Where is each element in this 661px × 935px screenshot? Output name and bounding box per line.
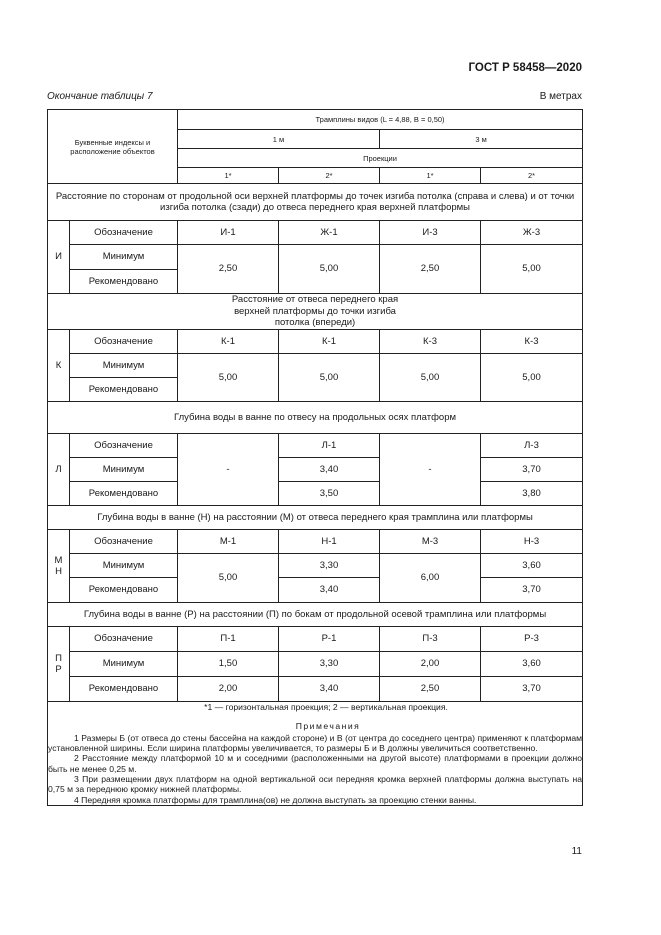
cell: И-3 [380, 221, 481, 245]
proj-cell: 2* [279, 168, 380, 184]
section-letter [48, 627, 70, 702]
cell: М-3 [380, 530, 481, 554]
cell: М-1 [178, 530, 279, 554]
row-label: Обозначение [70, 530, 178, 554]
cell: П-1 [178, 627, 279, 652]
footnote: *1 — горизонтальная проекция; 2 — вертикальная проекция. [204, 702, 448, 712]
cell: 6,00 [380, 554, 481, 603]
row-label: Минимум [70, 458, 178, 482]
cell: 5,00 [481, 245, 583, 294]
spring-table [47, 109, 583, 806]
cell: 2,00 [380, 652, 481, 677]
cell: 3,30 [279, 652, 380, 677]
cell: И-1 [178, 221, 279, 245]
cell: Л-3 [481, 434, 583, 458]
notes-cell [48, 702, 583, 806]
cell: 5,00 [279, 245, 380, 294]
section-letter: К [48, 330, 70, 402]
cell: Л-1 [279, 434, 380, 458]
cell: 5,00 [178, 554, 279, 603]
section-letter: И [48, 221, 70, 294]
section-title: Расстояние от отвеса переднего края верхней платформы до точки изгиба потолка (впереди) [48, 294, 583, 330]
row-label: Минимум [70, 554, 178, 578]
cell: К-1 [279, 330, 380, 354]
proj-cell: 2* [481, 168, 583, 184]
cell: П-3 [380, 627, 481, 652]
cell: 1,50 [178, 652, 279, 677]
cell: Ж-1 [279, 221, 380, 245]
cell: 3,70 [481, 458, 583, 482]
units-label: В метрах [539, 91, 582, 102]
note-item: 2 Расстояние между платформой 10 м и соседними (расположенными на другой высоте) платформами в проекции должно быть не менее 0,25 м. [48, 753, 583, 774]
cell: 3,60 [481, 554, 583, 578]
cell: 3,40 [279, 458, 380, 482]
row-label: Рекомендовано [70, 578, 178, 603]
spring-header [178, 110, 583, 130]
row-label: Рекомендовано [70, 378, 178, 402]
width-1m: 1 м [178, 130, 380, 149]
cell: 3,70 [481, 677, 583, 702]
section-letter-top: М [54, 554, 63, 566]
section-letter [48, 530, 70, 603]
cell: К-3 [380, 330, 481, 354]
cell: 3,30 [279, 554, 380, 578]
cell: 5,00 [279, 354, 380, 402]
cell: Р-3 [481, 627, 583, 652]
section-letter-bottom: Н [55, 566, 62, 577]
proj-cell: 1* [178, 168, 279, 184]
projections-header: Проекции [178, 149, 583, 168]
spring-header-text: Трамплины видов (L = 4,88, B = 0,50) [315, 115, 445, 124]
section-title: Глубина воды в ванне (Р) на расстоянии (П) по бокам от продольной осевой трамплина или платформы [48, 603, 583, 627]
cell: 2,50 [380, 677, 481, 702]
dash-cell: - [380, 434, 481, 506]
dash-cell: - [178, 434, 279, 506]
section-title: Расстояние по сторонам от продольной оси верхней платформы до точек изгиба потолка (справа и слева) и от точки изгиба потолка (сзади) до отвеса переднего края верхней платформы [48, 184, 583, 221]
cell: Н-1 [279, 530, 380, 554]
cell: 5,00 [481, 354, 583, 402]
table-caption: Окончание таблицы 7 [47, 91, 153, 102]
cell: К-3 [481, 330, 583, 354]
row-label: Минимум [70, 245, 178, 270]
row-label: Рекомендовано [70, 677, 178, 702]
notes-heading: Примечания [295, 721, 361, 732]
cell: 2,00 [178, 677, 279, 702]
width-3m: 3 м [380, 130, 583, 149]
cell: 3,40 [279, 578, 380, 603]
row-label: Минимум [70, 354, 178, 378]
row-label: Обозначение [70, 330, 178, 354]
note-item: 1 Размеры Б (от отвеса до стены бассейна на каждой стороне) и В (от центра до соседнего центра) применяют к платформам установленной ширины. Если ширина платформы увеличивается, то размеры Б и В должны увеличиться соответственно. [48, 732, 583, 753]
row-label: Рекомендовано [70, 482, 178, 506]
proj-cell: 1* [380, 168, 481, 184]
cell: 2,50 [380, 245, 481, 294]
cell: К-1 [178, 330, 279, 354]
cell: 5,00 [178, 354, 279, 402]
note-item: 3 При размещении двух платформ на одной вертикальной оси передняя кромка верхней платформы должна выступать на 0,75 м за переднюю кромку нижней платформы. [48, 773, 583, 795]
cell: 3,60 [481, 652, 583, 677]
row-label: Обозначение [70, 434, 178, 458]
cell: 5,00 [380, 354, 481, 402]
row-label: Минимум [70, 652, 178, 677]
cell: Ж-3 [481, 221, 583, 245]
section-letter-top: П [55, 652, 62, 664]
section-letter-bottom: Р [55, 664, 62, 675]
standard-number: ГОСТ Р 58458—2020 [468, 62, 582, 74]
row-label: Обозначение [70, 627, 178, 652]
cell: 3,70 [481, 578, 583, 603]
section-title: Глубина воды в ванне (Н) на расстоянии (М) от отвеса переднего края трамплина или платформы [48, 506, 583, 530]
cell: Н-3 [481, 530, 583, 554]
row-label: Обозначение [70, 221, 178, 245]
row-label: Рекомендовано [70, 270, 178, 294]
cell: 2,50 [178, 245, 279, 294]
note-item: 4 Передняя кромка платформы для трамплина(ов) не должна выступать за проекцию стенки ванны. [74, 794, 477, 805]
cell: 3,40 [279, 677, 380, 702]
section-letter: Л [48, 434, 70, 506]
section-title: Глубина воды в ванне по отвесу на продольных осях платформ [48, 402, 583, 434]
cell: 3,80 [481, 482, 583, 506]
cell: Р-1 [279, 627, 380, 652]
cell: 3,50 [279, 482, 380, 506]
object-header: Буквенные индексы и расположение объектов [48, 110, 178, 184]
page-number: 11 [571, 846, 582, 857]
